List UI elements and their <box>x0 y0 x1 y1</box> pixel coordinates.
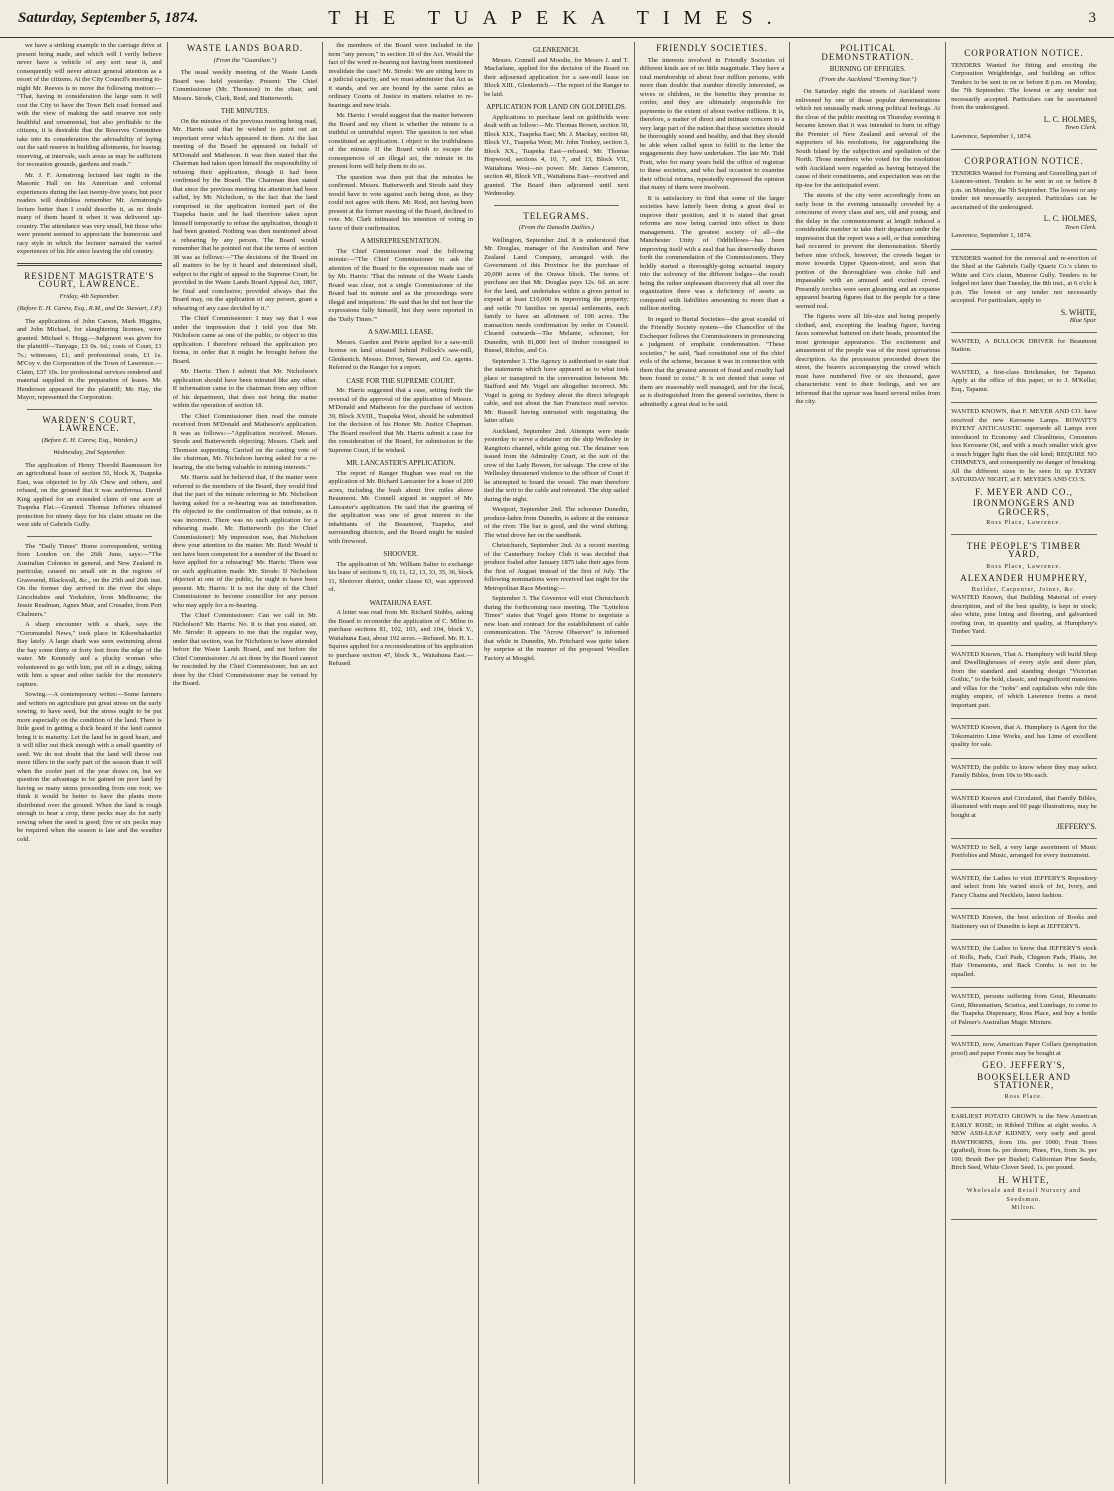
ad-heading: THE PEOPLE'S TIMBER YARD, <box>966 540 1082 559</box>
newspaper-columns <box>12 42 1102 1484</box>
article-text: September 3. The Agency is authorised to state that the statements which have appeared as to what took place or transpired in the conversation between Mr. Stafford and Mr. Vogel are altogether incorrect. Mr. Vogel is going to Sydney about the direct telegraph cable, and not about the San Francisco mail service. Mr. Russell having entrusted with negotiating the latter affair. <box>484 357 629 424</box>
ad-signature: L. C. HOLMES, <box>1043 114 1097 124</box>
ad-firm-address: Ross Place, Lawrence. <box>986 520 1062 526</box>
subheading: BURNING OF EFFIGIES. <box>829 65 906 73</box>
ad-text: TENDERS wanted for the removal and re-erection of the Shed at the Gabriels Gully Quartz Co.'s claim to White and Co's claim, Munroe Gully. Tenders to be lodged not later than Tuesday, the 8th inst., at 6 o'clo k p.m. The lowest or any tender not necessarily accepted. For particulars, apply to <box>951 254 1097 304</box>
wanted-ad <box>951 940 1097 988</box>
article-text: A letter was read from Mr. Richard Stubbs, asking the Board to reconsider the application of C. Milne to purchase sections 81, 102, 103, and 104, block V., Waitahuna East, about 192 acres.—Refused. Mr. H. L. Squires applied for a reconsideration of his application to purchase section 47, block X., Waitahuna East.—Refused. <box>328 609 474 667</box>
ad-role: Town Clerk. <box>1064 124 1097 131</box>
divider <box>17 263 162 266</box>
subheading: CASE FOR THE SUPREME COURT. <box>346 376 456 385</box>
article-text: Mr. Harris: Then I submit that Mr. Nicholson's application should have been minuted like any other. If information came to the chairman from any officer of his department, that does not bring the matter within the operation of section 18. <box>172 368 318 409</box>
wanted-ad <box>951 839 1097 870</box>
article-text: On the minutes of the previous meeting being read, Mr. Harris said that he wished to point out an important error which appeared in them. At the last meeting of the Board he appeared on behalf of M'Donald and Matheson. It was then stated that the Chairman had taken upon himself the responsibility of refusing their application, though it had been confirmed by the Board. The Chairman then stated that since the previous meeting his attention had been called, by Mr. Nicholson, to the fact that the land comprised in the application formed part of the Tuapeka basin and he had therefore taken upon himself temporarily to refuse the application, though it had been granted. Nothing was then mentioned about a rehearing by any person. The Board would remember that he pointed out that the terms of section 38 was as follows:—"The decisions of the Board on all matters to be by it heard and determined shall, subject to the right of appeal to the Supreme Court, be provided in the Waste Lands Board Appeal Act, 1867, be final and conclusive; provided always that the Board may, on the application of any person, grant a rehearing of any case decided by it." <box>172 117 318 312</box>
article-text: Mr. J. F. Armstrong lectured last night in the Masonic Hall on his American and colonial experiences during the last twenty-five years; but poor readers will doubtless remember Mr. Armstrong's lecture better than I could describe it, as no doubt many of them heard it when it was delivered up-country. The attendance was very small, but those who were present seemed to appreciate the humorous and racy style in which the lecturer narrated the varied experiences of his life since leaving the old country. <box>17 171 162 255</box>
ad-text: WANTED Known, that A. Humphery is Agent for the Tokomairiro Lime Works, and has Lime of excellent quality for sale. <box>951 724 1097 748</box>
article-source: (From the Auckland "Evening Star.") <box>819 75 917 83</box>
section-heading: FRIENDLY SOCIETIES. <box>656 43 768 53</box>
ad-signature: L. C. HOLMES, <box>1043 214 1097 223</box>
wanted-ad <box>951 759 1097 790</box>
section-heading: TELEGRAMS. <box>523 210 590 221</box>
ad-text: WANTED, the Ladies to visit JEFFERY'S Repository and select from his varied stock of Jet, Ivory, and Fancy Chains and Necklets, latest fashion. <box>951 874 1097 899</box>
ad-firm-address: Milton. <box>1011 1205 1037 1211</box>
article-text: The "Daily Times" Home correspondent, writing from London on the 26th June, says:—"The Australian Colonies in general, and New Zealand in particular, caused no small stir in the regions of Gravesend, Blackwall, &c., on the 25th and 26th inst. On the former day arrived in the river the ships Lincolnshire and Yorkshire, from Melbourne; the Jessie Readman, Agnes Muir, and Crusader, from Port Chalmers." <box>17 542 162 618</box>
article-text: A sharp encounter with a shark, says the "Coromandel News," took place in Kikowhakarikii Bay lately. A large shark was seen swimming about the bay some thirty or forty feet from the edge of the water. Mr Kennedy and a plucky woman who volunteered to go with him, put off in a dingy, taking with him a spear and other tackle for the monster's capture. <box>17 621 162 688</box>
article-text: The figures were all life-size and being properly clothed, and, excepting the leading figure, having faces somewhat battered on their heads, presented the most grotesque appearance. The excitement and amusement of the people was of the most uproarious description. As the procession proceeded down the street, the bearers accompanying the crowd which must have numbered five or six thousand, gave characteristic vent to their feelings, and we are informed that the uproar was heard several miles from the city. <box>795 313 941 405</box>
ad-role: Blue Spur. <box>1069 317 1097 324</box>
article-source: (From the "Guardian.") <box>213 56 277 64</box>
ad-text: WANTED Known and Circulated, that Family Bibles, illustrated with maps and 60 page illustrations, may be bought at <box>951 794 1097 819</box>
ad-text: WANTED, persons suffering from Gout, Rheumatic Gout, Rheumatism, Sciatica, and Lumbago, to come to the Tuapeka Dispensary, Ross Place, and buy a bottle of Palmer's Australian Magic Mixture. <box>951 993 1097 1026</box>
ad-text: WANTED, the Ladies to know that JEFFERY'S stock of Rolls, Pads, Curl Pads, Chignon Pads, Plaits, Jet Hair Ornaments, and Back Combs is not to be equalled. <box>951 945 1097 978</box>
warden-date: Wednesday, 2nd September. <box>53 449 126 456</box>
article-text: Wellington, September 2nd. It is understood that Mr. Douglas, manager of the Australian and New Zealand Land Company, arranged with the Government of this Province for the purchase of 20,000 acres of the Orawa block. The terms of purchase are that Mr. Douglas pays 12s. 6d. an acre for the land, and undertakes within a given period to expend at least £10,000 in improving the property; and settle 70 families on special settlements, each family to have an allotment of 100 acres. The transaction needs confirmation by order in Council. Cleared outwards—The Melanie, schooner, for Dunedin, with 81,800 feet of timber consigned to Russel, Ritchie, and Co. <box>484 236 629 354</box>
ad-firm-name: ALEXANDER HUMPHERY, <box>960 573 1088 583</box>
column-5 <box>635 42 791 1484</box>
ad-text: TENDERS Wanted for Forming and Gravelling part of Lismore-street. Tenders to be sent in on or before 8 p.m. on Monday, the 7th September. The lowest or any tender not necessarily accepted. Particulars can be ascertained of the undersigned. <box>951 169 1097 211</box>
article-text: It is satisfactory to find that some of the larger societies have latterly been doing a great deal to improve their position, and it is stated that great reforms are now being carried into effect in their management. The greatest society of all—the Manchester Unity of Oddfellows—has been improving itself with a zeal that has deservedly drawn forth the commendation of the Commissioners. They boldly started a thoroughly-going actuarial inquiry into the solvency of the different lodges—the result being the rather unpleasant discovery that all over the organization there was a deficiency of assets as compared with liabilities amounting to more than a million sterling. <box>639 194 785 312</box>
lamps-ad <box>951 403 1097 535</box>
ad-firm-name: H. WHITE, <box>998 1174 1050 1185</box>
column-3 <box>323 42 479 1484</box>
ad-heading: CORPORATION NOTICE. <box>964 156 1084 166</box>
article-source: (From the Dunedin Dailies.) <box>518 224 595 231</box>
subheading: A SAW-MILL LEASE. <box>367 328 434 336</box>
article-text: On Saturday night the streets of Auckland were enlivened by one of those popular demonstrations which not unusually mark strong political feelings. At the close of the public meeting on Thursday evening it became known that it was intended to burn in effigy the Premier of New Zealand and several of the supporters of his resolutions, for aggrandising the South Island by the subjection and spoliation of the North. Those members who voted for the resolution with Auckland were regarded as having betrayed the cause of their constituents, and expectation was on the tip-toe for the anticipated event. <box>795 88 941 189</box>
ad-text: WANTED to Sell, a very large assortment of Music Portfolios and Music, arranged for every instrument. <box>951 843 1097 859</box>
article-text: The interests involved in Friendly Societies of different kinds are of no little magnitude. They have a total membership of about four million persons, with more than double that number directly interested, as wives or children, in the benefits they promise to confer, and they are ultimately responsible for payments to the extent of about twelve millions. It is, therefore, a matter of direct and intimate concern to a very large part of the nation that these societies should be thoroughly sound and healthy, and that they should be able when called upon to fulfil to the letter the engagements they have undertaken. The late Mr. Tidd Pratt, who for many years held the office of registrar to these societies, and who had occasion to examine their official returns, repeatedly expressed the opinion that many of them were insolvent. <box>639 56 785 191</box>
article-text: Mr. Harris suggested that a case, setting forth the reversal of the approval of the application of Messrs. M'Donald and Matheson for the purchase of section 39, Block XVIII., Tuapeka West, should be submitted for the decision of his Honor Mr. Justice Chapman. The Board resolved that Mr. Harris submit a case for the consideration of the Board, for submission to the Supreme Court, if he wished. <box>328 387 474 454</box>
subheading: MR. LANCASTER'S APPLICATION. <box>346 459 456 467</box>
tender-ad <box>951 250 1097 333</box>
court-date: Friday, 4th September. <box>59 292 120 300</box>
section-heading: POLITICAL DEMONSTRATION. <box>821 43 915 62</box>
ad-text: WANTED, now, American Paper Collars (perspiration proof) and paper Fronts may be bought at <box>951 1041 1097 1057</box>
ad-text: WANTED Known, that Building Material of every description, and of the best quality, is kept in stock; also white, pine lining and flooring, and galvanised roofing iron, in quantity and quality, at Humphery's Timber Yard. <box>951 594 1097 635</box>
ad-firm-address: Ross Place. <box>1004 1093 1044 1100</box>
ad-text: EARLIEST POTATO GROWN is the New American EARLY ROSE; in Ribbed Tiffins at eight weeks. A NEW ASH-LEAF KIDNEY, very early and good. HAWTHORNS, from 10s. per 1000; Fruit Trees (grafted), from 6s. per dozen; Pines, Firs, from 3s. per 100; Brush Bee per Bushel; Californian Pine Seeds; Birch Seed, White Clover Seed, 1s. per pound. <box>951 1113 1097 1171</box>
ad-firm-trade: Wholesale and Retail Nursery and Seedsman. <box>966 1188 1082 1203</box>
wanted-ad <box>951 719 1097 759</box>
divider <box>27 409 152 410</box>
wanted-ad <box>951 870 1097 910</box>
wanted-ad <box>951 1036 1097 1108</box>
ad-role: Town Clerk. <box>1064 223 1097 231</box>
section-heading: WASTE LANDS BOARD. <box>186 43 304 53</box>
ad-firm-name: F. MEYER AND CO., <box>975 486 1073 497</box>
article-text: The usual weekly meeting of the Waste Lands Board was held yesterday. Present: The Chief Commissioner (Mr. Thomson) in the chair, and Messrs. Strode, Clark, Reid, and Butterworth. <box>172 69 318 102</box>
article-text: Sowing.—A contemporary writes:—Some farmers and writers on agriculture put great stress on the early sowing, to have seed, but the stress ought to be put more especially on the condition of the land. There is little good in getting a thick braird if the land cannot bring it to maturity. Let the land be in good heart, and it will tiller out thick enough with a small quantity of seed. We do not doubt that the land will throw out more tillers in the early part of the season than it will when the cooler part of the year draws on, but we question the advantage to be gained on poor land by having so many stems proceeding from one root; we think it would be better to have the plants more distributed over the ground. When the land is rough enough to bear a crop, three pecks may do for early sowing when the seed is good; five or six pecks may be required when the season is late and the weather cold. <box>17 691 162 843</box>
ad-text: WANTED KNOWN, that F. MEYER AND CO. have received the new Kerosene Lamps. ROWATT'S PATENT ANTICAUSTIC supersede all Lamps ever introduced in Economy and Cleanliness, Consumes less Kerosene Oil, and with a much smaller wick give a much bigger light than the old kind; REQUIRE NO CHIMNEYS, and consequently no danger of breaking. All the different sizes to be seen lit up EVERY SATURDAY NIGHT, at F. MEYER'S AND CO.'S. <box>951 408 1097 483</box>
subheading: THE MINUTES. <box>220 107 270 115</box>
article-text: Applications to purchase land on goldfields were dealt with as follow:—Mr. Thomas Brown, section 30, Block XIX., Tuapeka East; Mr. J. Mackay, section 60, Block VI., Tuapeka West; Mr. John Tonkey, section 3, Block XX., Tuapeka East—refused. Mr. Thomas Hopwood, sections 4, 10, 7, and 13, Block VII., Waitahuna West—no power. Mr. James Cameron, section 40, Block VII., Waitahuna East—received and granted. The Board then adjourned until next Wednesday. <box>484 113 629 197</box>
section-heading: RESIDENT MAGISTRATE'S COURT, LAWRENCE. <box>24 270 155 289</box>
article-text: The streets of the city were accordingly from an early hour in the evening unusually crowded by a concourse of every class and sex, old and young, and the delay in the commencement at length induced a considerable number to take their departure under the impression that the report was a sell, or that something had occurred to prevent the demonstration. Shortly before nine o'clock, however, the crowds began to move towards Upper Queen-street, and soon that portion of the thoroughfare was choke full and impassable with an amused and excited crowd. Presently torches were seen gleaming and an expanse appeared bearing figures that to the people for a time seemed real. <box>795 192 941 310</box>
ad-firm-trade: BOOKSELLER AND STATIONER, <box>977 1071 1071 1090</box>
article-text: The Chief Commissioner read the following minute:—"The Chief Commissioner to ask the attention of the Board to the expression made use of by Mr. Harris: 'That the minute of the Waste Lands Board was clear, not a single Commissioner of the Board had its minute and as the proceedings were illegal and iniquitous.' He said that he did not hear the expressions fully himself, but they were reported in the 'Daily Times.'" <box>328 247 474 323</box>
ad-firm-trade: Builder, Carpenter, Joiner, &c. <box>971 586 1077 593</box>
wanted-ad <box>951 988 1097 1036</box>
wanted-ad <box>951 790 1097 839</box>
ad-text: WANTED, A BULLOCK DRIVER for Beaumont Station. <box>951 337 1097 353</box>
corporation-notice-ad <box>951 42 1097 150</box>
article-text: we have a striking example in the carriage drive at present being made, and which will I verily believe never have a vehicle of any sort near it, and consequently will never attract general attention as a resort of the citizens. At the City Council's meeting to-night Mr. Reeves is to move the following motion:— "That, having in consideration the large sum it will cost the City to have the Town Belt road formed and with the view of making the said reserve not only healthful and ornamental, but also profitable to the citizens, it is desirable that the Reserves Committee take into its consideration the advisability of laying out the said reserve in building allotments, for leasing; reserving, at intervals, such areas as may be sufficient for recreation grounds, gardens and roads." <box>17 42 162 168</box>
subheading: A MISREPRESENTATION. <box>360 237 441 245</box>
article-text: The question was then put that the minutes be confirmed. Messrs. Butterworth and Strode said they would have to vote against such being done, as they could not agree with them. Mr. Reid, not having been present at the former meeting of the Board, declined to vote. Mr. Clark intimated his intention of voting in favor of their confirmation. <box>328 173 474 232</box>
subheading: APPLICATION FOR LAND ON GOLDFIELDS. <box>486 103 627 111</box>
wanted-ad <box>951 333 1097 364</box>
court-bench: (Before E. H. Carew, Esq., R.M., and Dr. Stewart, J.P.) <box>17 305 162 312</box>
article-text: the members of the Board were included in the term "any person," in section 18 of the Act. Would the fact of the word re-hearing not having been mentioned invalidate the case? Mr. Strode: We are sitting here in a judicial capacity, and we must administer that Act as it stands, and we are bound by the same rules as ordinary Courts of Justice in matters relative to re-hearings and new trials. <box>328 42 474 109</box>
wanted-ad <box>951 909 1097 940</box>
column-4 <box>479 42 635 1484</box>
subheading: WAITAHUNA EAST. <box>369 598 432 607</box>
article-text: In regard to Burial Societies—the great scandal of the Friendly Society system—the Chancellor of the Exchequer follows the Commissioners in pronouncing a judgment of emphatic condemnation. "These societies," he said, "had constituted one of the chief evils of the scheme, because it was in connection with them that the greatest amount of fraud and cruelty had been found to exist." It is not denied that some of them are reasonably well managed, and for the local, as is distinguished from the general societies, there is admittedly a great deal to be said. <box>639 315 785 408</box>
article-text: The application of Mr. William Salter to exchange his lease of sections 9, 10, 11, 12, 13, 33, 35, 36, block 11, Shotover district, under clause 63, was approved of. <box>328 560 474 593</box>
divider <box>494 205 619 206</box>
article-text: Westport, September 2nd. The schooner Dunedin, produce-laden from Dunedin, is ashore at the entrance of the river. The bar is good, and the wind shifting. The wind drove her on the sandbank. <box>484 506 629 539</box>
column-7-advertisements <box>946 42 1102 1484</box>
column-6 <box>790 42 946 1484</box>
ad-address: Ross Place, Lawrence. <box>986 563 1062 570</box>
ad-text: WANTED, a first-class Brickmaker, for Tapanui. Apply at the office of this paper, or to J. M'Kellar, Esq., Tapanui. <box>951 368 1097 393</box>
article-text: The report of Ranger Hughan was read on the application of Mr. Richard Lancaster for a lease of 200 acres, including the bush about five miles above Beaumont. Mr. Connell argued in support of Mr. Lancaster's application. He said that the granting of the application was one of great interest to the inhabitants of the Beaumont, Tuapeka, and surrounding districts, and the Board might be misled with firewood. <box>328 469 474 545</box>
article-text: The Chief Commissioner: Can we call in Mr. Nicholson? Mr. Harris: No. It is that you stated, sir. Mr. Strode: It appears to me that the regular way, under that section, was for Nicholson to have attended before the Waste Lands Board, and not before the Chief Commissioner. At act done by the Board cannot be rescinded by the Chief Commissioner, but an act done by the Chief Commissioner may be vetoed by the Board. <box>172 612 318 687</box>
article-text: Messrs. Connell and Moodie, for Messrs J. and T. Macfarlane, applied for the decision of the Board on their adjourned application for a saw-mill lease on Block XIII., Glenkenich.—The report of the Ranger to be laid. <box>484 56 629 98</box>
ad-date: Lawrence, September 1, 1874. <box>951 132 1032 140</box>
ad-text: WANTED Known, the best selection of Books and Stationery out of Dunedin is kept at JEFFERY'S. <box>951 914 1097 930</box>
article-text: The application of Henry Thorold Rasmussen for an agricultural lease of section 55, block X, Tuapeka East, was objected to by Ah Chew and others, and refused, on the ground that it was auriferous. David King applied for an extended claim of one acre at Tuapeka Flat.—Granted. Thomas Jefferies obtained protection for ninety days for his claim situate on the west side of Gabriels Gully. <box>17 461 162 528</box>
ad-text: WANTED Known, That A. Humphery will build Shop and Dwellinghouses of every style and sheer plan, from the standard and standing design "Victorian Gothic," to the bold, classic, and magnificent mansions and villas for the "nobs" and capitalists who rule this mighty empire, of which Lawrence forms a most important part. <box>951 650 1097 709</box>
masthead <box>0 0 1114 38</box>
ad-date: Lawrence, September 1, 1874. <box>951 232 1032 239</box>
wanted-ad <box>951 364 1097 404</box>
article-text: The Chief Commissioner: I may say that I was under the impression that I told you that Mr. Nicholson came as one of the public, to object to this application. I therefore refused the application pro forma, in order that it might be brought before the Board. <box>172 315 318 365</box>
ad-text: TENDERS Wanted for fitting and erecting the Corporation Weighbridge, and building an office. Tenders to be sent in on or before 8 p.m. on Monday, the 7th September. The lowest or any tender not necessarily accepted. Particulars can be ascertained from the undersigned. <box>951 61 1097 111</box>
ad-firm-trade: IRONMONGERS AND GROCERS, <box>972 498 1076 517</box>
column-1 <box>12 42 168 1484</box>
subheading: SHOOVER. <box>383 550 419 558</box>
subheading: GLENKENICH. <box>532 46 580 54</box>
article-text: The applications of John Carson, Mark Higgins, and John Michael, for slaughtering licenses, were granted. Michael v. Hogg.—Judgment was given for the plaintiff—Tanyage, £3 0s. 6d.; costs of Court, £1 7s.; witnesses, £1; and professional costs, £1 1s. M'Coy v. the Corporation of the Town of Lawrence.—Claim, £37 10s. for professional services rendered and material supplied in the preparation of leases. Mr. Henderson appeared for the plaintiff; Mr. Hay, the Mayor, represented the Corporation. <box>17 317 162 401</box>
ad-text: WANTED, the public to know where they may select Family Bibles, from 10s to 90s each. <box>951 763 1097 779</box>
nursery-ad <box>951 1108 1097 1220</box>
divider <box>27 536 152 537</box>
article-text: The Chief Commissioner then read the minute received from M'Donald and Matheson's application. It was as follows:—"Application received. Messrs. Strode and Butterworth objecting; Messrs. Clark and Thomson supporting. Carried on the casting vote of the chairman, Mr. Nicholson having asked for a re-hearing, the site being valuable to mining interests." <box>172 412 318 471</box>
article-text: Mr. Harris: I would suggest that the matter between the Board and my client is whether the minute is a truthful or untruthful report. The question is not what constituted an application. I object to the truthfulness of the minute. If the Board wish to escape the consequences of an illegal act, the minute in its present form will help them to do so. <box>328 112 474 170</box>
article-text: Auckland, September 2nd. Attempts were made yesterday to serve a detainer on the ship Wellesley in Rangitoto channel, while going out. The detainer was issued from the Admiralty Court, at the suit of the crew of the Lady Bowen, for salvage. The crew of the Wellesley threatened violence to the officer of Court if he attempted to board the vessel. The man therefore tied the writ to the cable and retreated. The ship sailed during the night. <box>484 427 629 503</box>
article-text: Mr. Harris said he believed that, if the matter were referred to the members of the Board, they would find that the part of the minute referring to Mr. Nicholson having asked for a re-hearing was an interlineation. He objected to the confirmation of that minute, as it was incorrect. There was no such application for a rehearing made. Mr. Butterworth (to the Chief Commissioner): My impression was, that Nicholson drew your attention to the matter. Mr. Reid: Would it not have been competent for a member of the Board to have applied for a rehearing? Mr. Harris: There was no such application made. Mr. Strode: If Nicholson objected at one of the public, he ought to have been present. Mr. Harris: It is not the duty of the Chief Commissioner to become councillor for any person who may apply for a re-hearing. <box>172 474 318 609</box>
timber-yard-ad <box>951 535 1097 646</box>
ad-signature: JEFFERY'S. <box>1056 822 1097 831</box>
newspaper-title: THE TUAPEKA TIMES. <box>328 7 786 29</box>
ad-signature: S. WHITE, <box>1060 307 1097 317</box>
corporation-notice-ad <box>951 150 1097 250</box>
issue-date: Saturday, September 5, 1874. <box>18 10 199 26</box>
article-text: Christchurch, September 2nd. At a recent meeting of the Canterbury Jockey Club it was decided that produce foaled after January 1875 take their ages from the first of August instead of the first of July. The following nominations were received last night for the Metropolitan Race Meeting:— <box>484 542 629 592</box>
article-text: Messrs. Garden and Petrie applied for a saw-mill license on land situated behind Pollock's saw-mill, Glenkenich. Messrs. Driver, Stewart, and Co. agents. Referred to the Ranger for a report. <box>328 338 474 371</box>
column-2 <box>168 42 324 1484</box>
article-text: September 3. The Governor will visit Christchurch during the forthcoming race meeting. The "Lyttelton Times" states that Vogel goes Home to negotiate a new loan and contract for the establishment of cable communication. The "Arrow Observer" is informed that while in Dunedin, Mr. Pritchard was quite taken by surprise at the manner of the proposed Woollen Factory at Mosgiel. <box>484 595 629 662</box>
section-heading: WARDEN'S COURT, LAWRENCE. <box>42 414 137 433</box>
wanted-ad <box>951 646 1097 720</box>
warden-bench: (Before E. H. Carew, Esq., Warden.) <box>41 436 138 444</box>
page-number: 3 <box>1088 10 1096 26</box>
ad-heading: CORPORATION NOTICE. <box>964 48 1084 58</box>
ad-firm-name: GEO. JEFFERY'S, <box>982 1060 1066 1070</box>
